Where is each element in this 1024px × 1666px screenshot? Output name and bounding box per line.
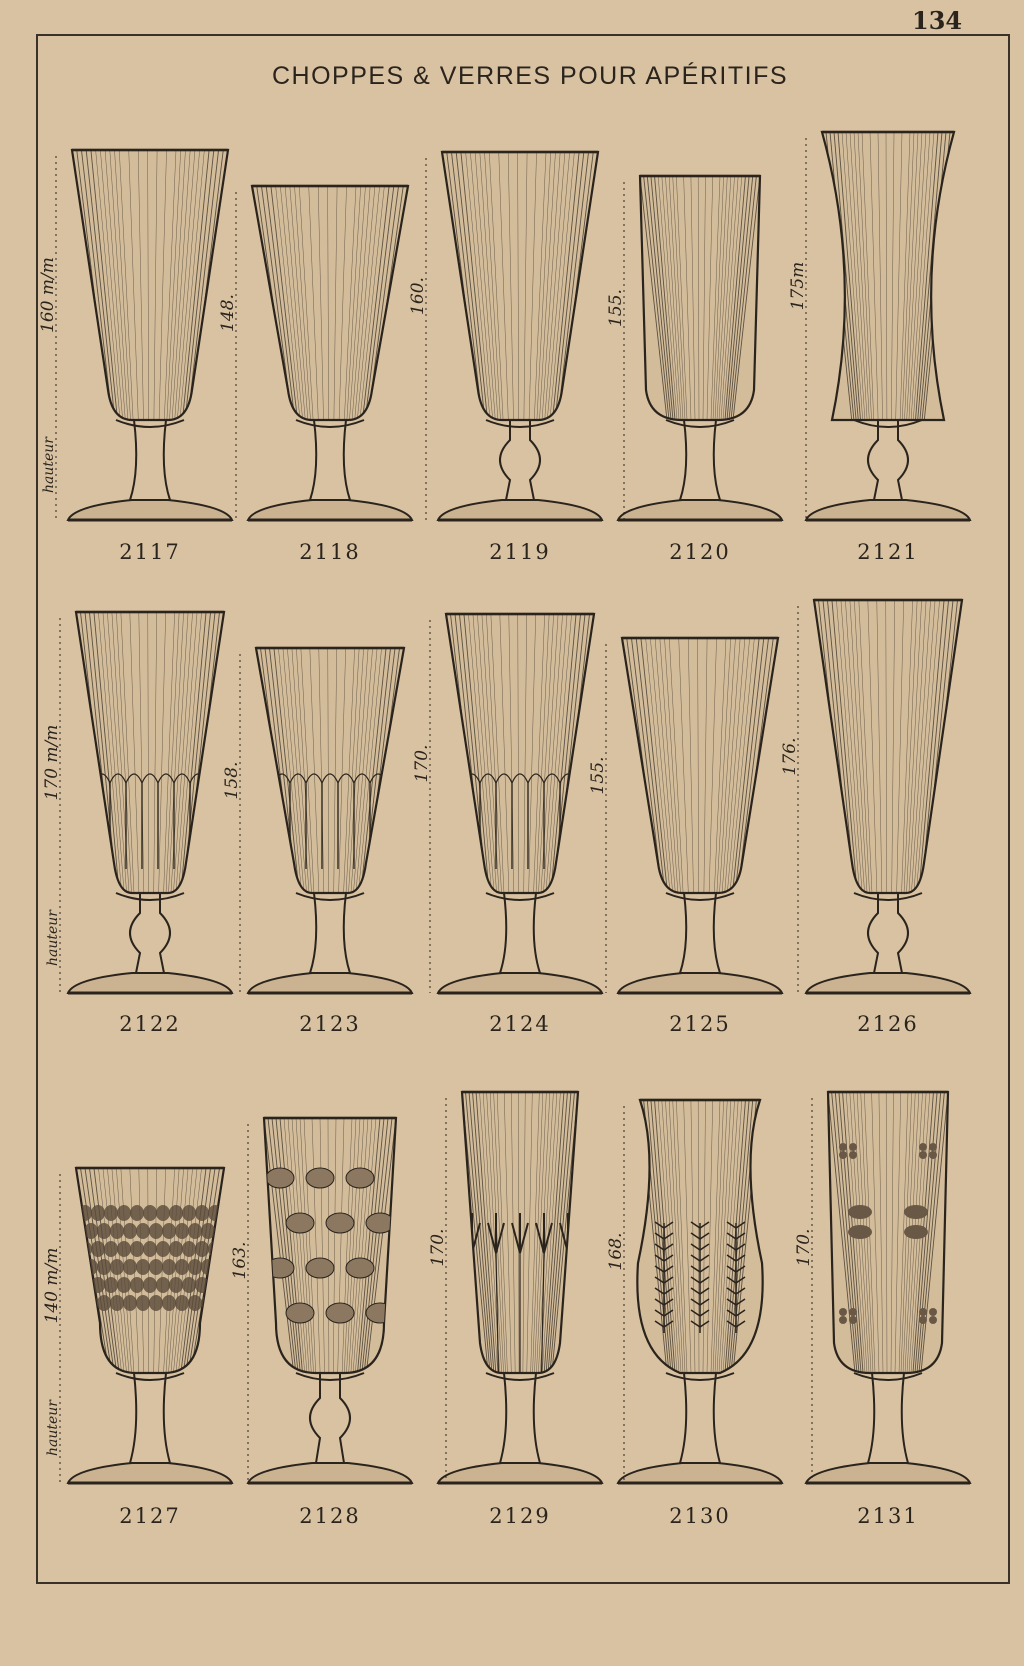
glass-illustration-2126 xyxy=(780,600,970,993)
height-prefix-2127: hauteur xyxy=(45,1400,61,1456)
catalog-number-2124: 2124 xyxy=(489,1012,551,1036)
height-prefix-2122: hauteur xyxy=(45,910,61,966)
glass-illustration-2122 xyxy=(42,612,232,993)
glass-illustration-2117 xyxy=(38,150,232,520)
height-label-2130: 168. xyxy=(606,1232,626,1271)
height-label-2118: 148. xyxy=(218,294,238,332)
height-label-2126: 176. xyxy=(780,737,800,776)
catalog-number-2122: 2122 xyxy=(119,1012,181,1036)
catalog-number-2118: 2118 xyxy=(299,540,361,564)
catalog-number-2129: 2129 xyxy=(489,1504,551,1528)
height-label-2124: 170. xyxy=(412,744,432,783)
catalog-number-2117: 2117 xyxy=(119,540,181,564)
catalog-number-2126: 2126 xyxy=(857,1012,919,1036)
glass-illustration-2131 xyxy=(794,1092,970,1483)
glass-illustration-2120 xyxy=(606,176,782,520)
height-label-2117: 160 m/m xyxy=(38,257,58,333)
catalog-number-2121: 2121 xyxy=(857,540,919,564)
glass-illustration-2121 xyxy=(788,132,970,520)
catalog-number-2120: 2120 xyxy=(669,540,731,564)
height-label-2128: 163. xyxy=(230,1241,250,1280)
catalog-number-2125: 2125 xyxy=(669,1012,731,1036)
height-label-2123: 158. xyxy=(222,761,242,800)
catalog-number-2130: 2130 xyxy=(669,1504,731,1528)
height-label-2129: 170. xyxy=(428,1228,448,1267)
height-label-2121: 175m xyxy=(788,261,808,311)
height-label-2127: 140 m/m xyxy=(42,1247,62,1324)
glass-illustration-2123 xyxy=(222,648,412,993)
height-label-2131: 170. xyxy=(794,1228,814,1267)
glass-illustration-2127 xyxy=(42,1168,232,1483)
glass-illustration-2130 xyxy=(606,1100,782,1483)
glass-illustration-2128 xyxy=(230,1118,412,1483)
catalog-number-2128: 2128 xyxy=(299,1504,361,1528)
page-number: 134 xyxy=(912,6,963,35)
glass-illustration-2129 xyxy=(428,1092,602,1483)
height-label-2125: 155. xyxy=(588,756,608,795)
catalog-number-2131: 2131 xyxy=(857,1504,919,1528)
glass-illustration-2125 xyxy=(588,638,782,993)
height-label-2120: 155. xyxy=(606,289,626,327)
height-label-2119: 160. xyxy=(408,277,428,315)
catalog-number-2119: 2119 xyxy=(489,540,551,564)
height-label-2122: 170 m/m xyxy=(42,724,62,801)
glass-illustration-2119 xyxy=(408,152,602,520)
catalog-number-2123: 2123 xyxy=(299,1012,361,1036)
catalog-number-2127: 2127 xyxy=(119,1504,181,1528)
glass-illustration-2124 xyxy=(412,614,602,993)
page-title: CHOPPES & VERRES POUR APÉRITIFS xyxy=(271,62,789,90)
glass-illustration-2118 xyxy=(218,186,412,520)
height-prefix-2117: hauteur xyxy=(41,437,57,493)
